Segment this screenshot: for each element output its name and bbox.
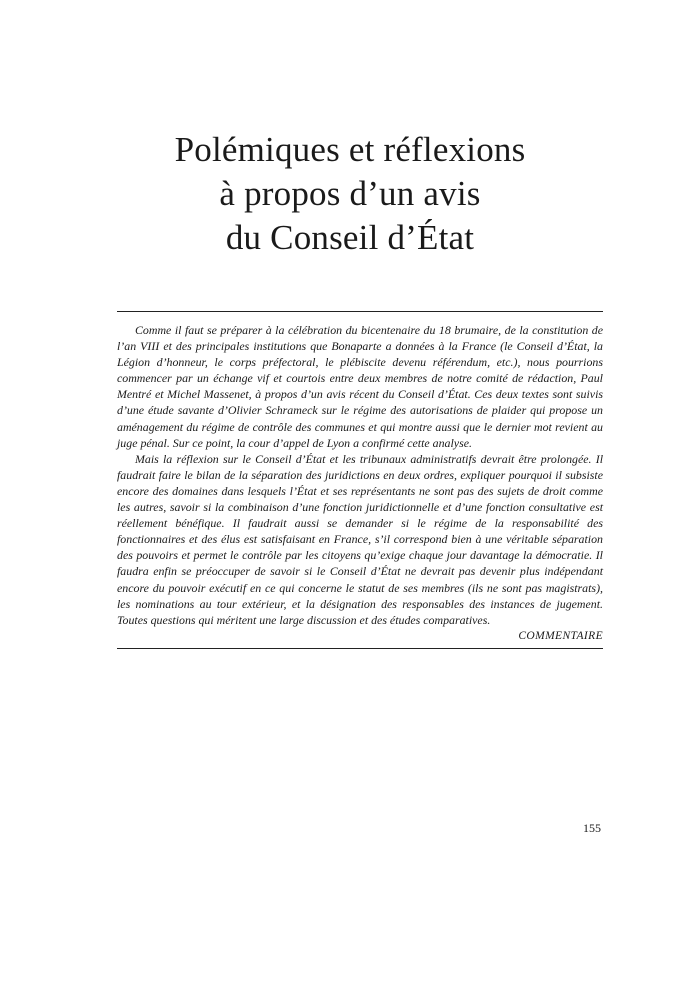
intro-paragraph-2: Mais la réflexion sur le Conseil d’État et les tribunaux administratifs devrait être prolongée. Il faudrait faire le bilan de la séparation des juridictions en deux ordres, expliquer pourquoi il subsiste encore des domaines dans lesquels l’État et ses représentants ne sont pas des sujets de droit comme les autres, savoir si la combinaison d’une fonction juridictionnelle et d’une fonction consultative est réellement bénéfique. Il faudrait aussi se demander si le régime de la responsabilité des fonctionnaires et des élus est satisfaisant en France, s’il correspond bien à une véritable séparation des pouvoirs et permet le contrôle par les citoyens qu’exige chaque jour davantage la démocratie. Il faudra enfin se préoccuper de savoir si le Conseil d’État ne devrait pas devenir plus indépendant encore du pouvoir exécutif en ce qui concerne le statut de ses membres (ils ne sont pas magistrats), les nominations au tour extérieur, et la désignation des responsables des instances de jugement. Toutes questions qui méritent une large discussion et des études comparatives. [117,451,603,627]
bottom-divider [117,648,603,649]
title-line-3: du Conseil d’État [225,218,475,257]
editorial-signature: COMMENTAIRE [518,629,603,642]
page-number: 155 [583,821,601,835]
editorial-introduction [117,322,603,644]
article-title [0,128,700,260]
intro-paragraph-1: Comme il faut se préparer à la célébration du bicentenaire du 18 brumaire, de la constitution de l’an VIII et des principales institutions que Bonaparte a données à la France (le Conseil d’État, la Légion d’honneur, le corps préfectoral, le plébiscite devenu référendum, etc.), nous pourrions commencer par un échange vif et courtois entre deux membres de notre comité de rédaction, Paul Mentré et Michel Massenet, à propos d’un avis récent du Conseil d’État. Ces deux textes sont suivis d’une étude savante d’Olivier Schrameck sur le régime des autorisations de plaider qui propose un aménagement du régime de contrôle des communes et qui montre aussi que le dernier mot revient au juge pénal. Sur ce point, la cour d’appel de Lyon a confirmé cette analyse. [117,323,603,450]
title-line-2: à propos d’un avis [219,174,481,213]
top-divider [117,311,603,312]
title-line-1: Polémiques et réflexions [174,130,526,169]
